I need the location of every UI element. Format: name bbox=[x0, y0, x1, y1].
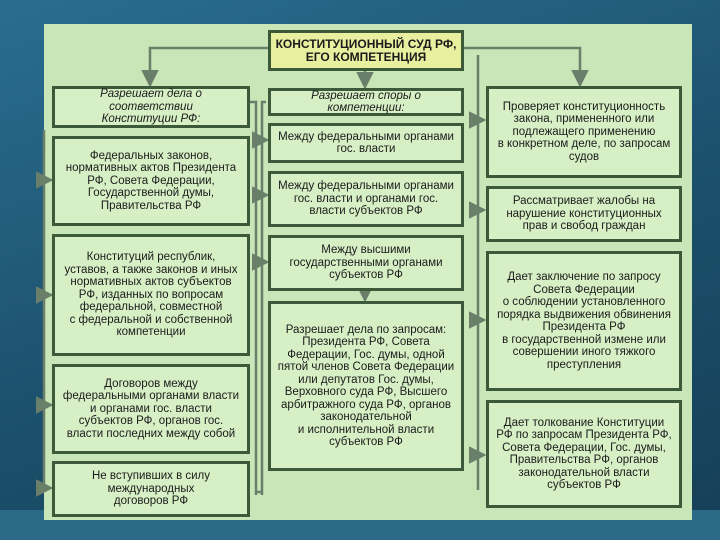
middle-item-text: Между федеральными органами гос. власти bbox=[278, 130, 454, 155]
left-item-text: Не вступивших в силу международных договоров РФ bbox=[91, 470, 211, 508]
left-item-box bbox=[52, 234, 250, 356]
middle-item-box bbox=[268, 301, 464, 471]
left-item-text: Федеральных законов, нормативных актов Президента РФ, Совета Федерации, Государственной думы, Правительства РФ bbox=[65, 149, 237, 212]
main-title-box bbox=[268, 30, 464, 71]
middle-item-box bbox=[268, 235, 464, 291]
main-title: КОНСТИТУЦИОННЫЙ СУД РФ, ЕГО КОМПЕТЕНЦИЯ bbox=[275, 37, 457, 64]
right-item-text: Рассматривает жалобы на нарушение конституционных прав и свобод граждан bbox=[506, 195, 662, 233]
middle-item-text: Между высшими государственными органами субъектов РФ bbox=[289, 244, 443, 282]
left-item-text: Конституций республик, уставов, а также законов и иных нормативных актов субъектов РФ, изданных по вопросам федеральной, совместной с федеральной и собственной компетенции bbox=[64, 251, 238, 339]
right-item-box bbox=[486, 186, 682, 242]
middle-item-box bbox=[268, 123, 464, 163]
right-item-text: Проверяет конституционность закона, примененного или подлежащего применению в конкретном деле, по запросам судов bbox=[497, 100, 671, 163]
middle-item-box bbox=[268, 171, 464, 227]
right-item-text: Дает заключение по запросу Совета Федерации о соблюдении установленного порядка выдвижения обвинения Президента РФ в государственной измене или совершении иного тяжкого преступления bbox=[497, 271, 671, 371]
left-item-box bbox=[52, 364, 250, 454]
middle-header: Разрешает споры о компетенции: bbox=[311, 89, 421, 114]
left-item-box bbox=[52, 136, 250, 226]
left-header: Разрешает дела о соответствии Конституции РФ: bbox=[100, 88, 202, 126]
left-header-box bbox=[52, 86, 250, 128]
right-item-box bbox=[486, 86, 682, 178]
middle-item-text: Разрешает дела по запросам: Президента РФ, Совета Федерации, Гос. думы, одной пятой членов Совета Федерации или депутатов Гос. думы, Верховного суда РФ, Высшего арбитражного суда РФ, органов законодательной и исполнительной власти субъектов РФ bbox=[277, 323, 455, 448]
right-item-text: Дает толкование Конституции РФ по запросам Президента РФ, Совета Федерации, Гос. думы, Правительства РФ, органов законодательной власти субъектов РФ bbox=[496, 416, 672, 491]
right-item-box bbox=[486, 251, 682, 391]
left-item-box bbox=[52, 461, 250, 517]
right-item-box bbox=[486, 400, 682, 508]
middle-header-box bbox=[268, 88, 464, 116]
middle-item-text: Между федеральными органами гос. власти и органами гос. власти субъектов РФ bbox=[278, 180, 454, 218]
left-item-text: Договоров между федеральными органами власти и органами гос. власти субъектов РФ, органов гос. власти последних между собой bbox=[62, 377, 240, 440]
